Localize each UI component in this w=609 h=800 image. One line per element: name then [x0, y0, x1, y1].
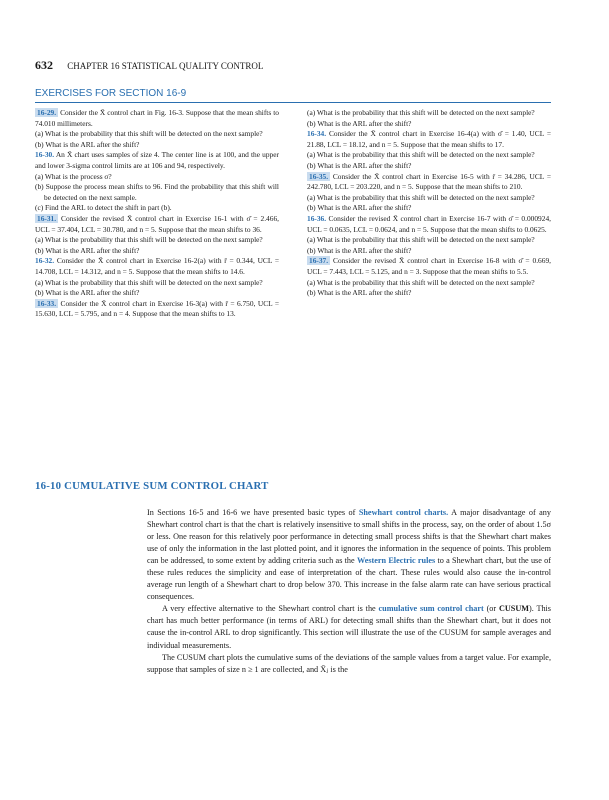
- exercise-text: Consider the X̄ control chart in Exercise 16-5 with r̄ = 34.286, UCL = 242.780, LCL = 203.220, and n = 5. Suppose that the mean shifts to 210.: [307, 171, 551, 192]
- running-header: [35, 58, 263, 73]
- section-title: 16-10 CUMULATIVE SUM CONTROL CHART: [35, 480, 269, 492]
- page-number: 632: [35, 58, 53, 72]
- exercise-part: (b) Suppose the process mean shifts to 96. Find the probability that this shift will be detected on the next sample.: [35, 182, 279, 202]
- section-body: [147, 507, 551, 676]
- exercise-16-30: [35, 150, 279, 171]
- heading-rule: [35, 102, 551, 103]
- term-cusum: CUSUM: [498, 604, 529, 614]
- exercises-heading: EXERCISES FOR SECTION 16-9: [35, 88, 187, 99]
- exercise-16-34: [307, 129, 551, 150]
- exercise-text: Consider the X̄ control chart in Exercise 16-3(a) with r̄ = 6.750, UCL = 15.630, LCL = 5.795, and n = 4. Suppose that the mean shifts to 13.: [35, 298, 279, 319]
- exercise-16-31: [35, 214, 279, 235]
- exercise-part: (c) Find the ARL to detect the shift in part (b).: [35, 203, 172, 213]
- exercise-part: (a) What is the probability that this shift will be detected on the next sample?: [35, 235, 263, 245]
- exercise-number: 16-30.: [35, 150, 55, 160]
- exercises-right-column: [307, 108, 551, 299]
- exercise-part: (a) What is the probability that this shift will be detected on the next sample?: [35, 277, 263, 287]
- exercises-left-column: [35, 108, 279, 320]
- exercise-number: 16-37.: [309, 256, 329, 266]
- exercise-part: (b) What is the ARL after the shift?: [307, 160, 412, 170]
- exercise-text: An X̄ chart uses samples of size 4. The center line is at 100, and the upper and lower 3-sigma control limits are at 106 and 94, respectively.: [35, 150, 279, 170]
- exercise-text: Consider the revised X̄ control chart in Exercise 16-1 with σ̂ = 2.466, UCL = 37.404, LCL = 30.780, and n = 5. Suppose that the mean shifts to 36.: [35, 213, 279, 234]
- term-western-electric-rules: Western Electric rules: [356, 556, 436, 566]
- exercise-number: 16-29.: [37, 108, 57, 117]
- exercise-part: (a) What is the probability that this shift will be detected on the next sample?: [35, 129, 263, 139]
- term-cumulative-sum-control-chart: cumulative sum control chart: [378, 604, 484, 614]
- exercise-16-32: [35, 256, 279, 277]
- exercise-number: 16-31.: [37, 213, 57, 223]
- exercise-text: Consider the X̄ control chart in Exercise 16-2(a) with r̄ = 0.344, UCL = 14.708, LCL = 14.312, and n = 5. Suppose that the mean shifts to 14.6.: [35, 256, 279, 276]
- exercise-part: (a) What is the probability that this shift will be detected on the next sample?: [307, 150, 535, 160]
- exercise-part: (a) What is the probability that this shift will be detected on the next sample?: [307, 192, 535, 202]
- exercise-16-35: [307, 172, 551, 193]
- exercise-number: 16-33.: [37, 298, 57, 308]
- exercise-16-33: [35, 299, 279, 320]
- paragraph: A very effective alternative to the Shewhart control chart is the cumulative sum control chart (or CUSUM). This chart has much better performance (in terms of ARL) for detecting small shifts than the Shewhart chart, but it does not cause the in-control ARL to drop significantly. This section will illustrate the use of the CUSUM for sample averages and individual measurements.: [147, 604, 551, 650]
- exercise-text: Consider the X̄ control chart in Fig. 16-3. Suppose that the mean shifts to 74.010 millimeters.: [35, 108, 279, 128]
- exercise-16-29: [35, 108, 279, 129]
- exercise-part: (a) What is the probability that this shift will be detected on the next sample?: [307, 108, 535, 117]
- exercise-16-37: [307, 256, 551, 277]
- exercise-number: 16-36.: [307, 213, 327, 223]
- exercise-part: (b) What is the ARL after the shift?: [307, 118, 412, 128]
- exercise-number: 16-32.: [35, 256, 55, 266]
- exercise-part: (a) What is the probability that this shift will be detected on the next sample?: [307, 277, 535, 287]
- paragraph: In Sections 16-5 and 16-6 we have presented basic types of Shewhart control charts. A major disadvantage of any Shewhart control chart is that the chart is relatively insensitive to small shifts in the process, say, on the order of about 1.5σ or less. One reason for this relatively poor performance in detecting small process shifts is that the Shewhart chart makes use of only the information in the last plotted point, and it ignores the information in the sequence of points. This problem can be addressed, to some extent by adding criteria such as the Western Electric rules to a Shewhart chart, but the use of these rules reduces the simplicity and ease of interpretation of the chart. These rules would also cause the in-control average run length of a Shewhart chart to drop below 370. This increase in the false alarm rate can have serious practical consequences.: [147, 508, 551, 602]
- paragraph: The CUSUM chart plots the cumulative sums of the deviations of the sample values from a target value. For example, suppose that samples of size n ≥ 1 are collected, and X̄ⱼ is the: [147, 652, 551, 674]
- exercise-text: Consider the revised X̄ control chart in Exercise 16-7 with σ̂ = 0.000924, UCL = 0.0635, LCL = 0.0624, and n = 5. Suppose that the mean shifts to 0.0625.: [307, 213, 551, 234]
- exercise-part: (b) What is the ARL after the shift?: [307, 288, 412, 298]
- exercise-part: (b) What is the ARL after the shift?: [35, 288, 140, 298]
- exercise-part: (b) What is the ARL after the shift?: [35, 139, 140, 149]
- exercise-16-36: [307, 214, 551, 235]
- exercise-number: 16-35.: [309, 171, 329, 181]
- exercise-part: (a) What is the process σ?: [35, 171, 112, 181]
- running-title: CHAPTER 16 STATISTICAL QUALITY CONTROL: [67, 61, 264, 71]
- exercise-part: (b) What is the ARL after the shift?: [307, 245, 412, 255]
- exercise-text: Consider the revised X̄ control chart in Exercise 16-8 with σ̂ = 0.669, UCL = 7.443, LCL = 5.125, and n = 3. Suppose that the mean shifts to 5.5.: [307, 256, 551, 276]
- term-shewhart-control-charts: Shewhart control charts.: [358, 508, 449, 517]
- exercise-text: Consider the X̄ control chart in Exercise 16-4(a) with σ̂ = 1.40, UCL = 21.88, LCL = 18.12, and n = 5. Suppose that the mean shifts to 17.: [307, 129, 551, 149]
- exercise-part: (b) What is the ARL after the shift?: [307, 203, 412, 213]
- exercise-part: (b) What is the ARL after the shift?: [35, 245, 140, 255]
- exercise-number: 16-34.: [307, 129, 327, 139]
- exercise-part: (a) What is the probability that this shift will be detected on the next sample?: [307, 235, 535, 245]
